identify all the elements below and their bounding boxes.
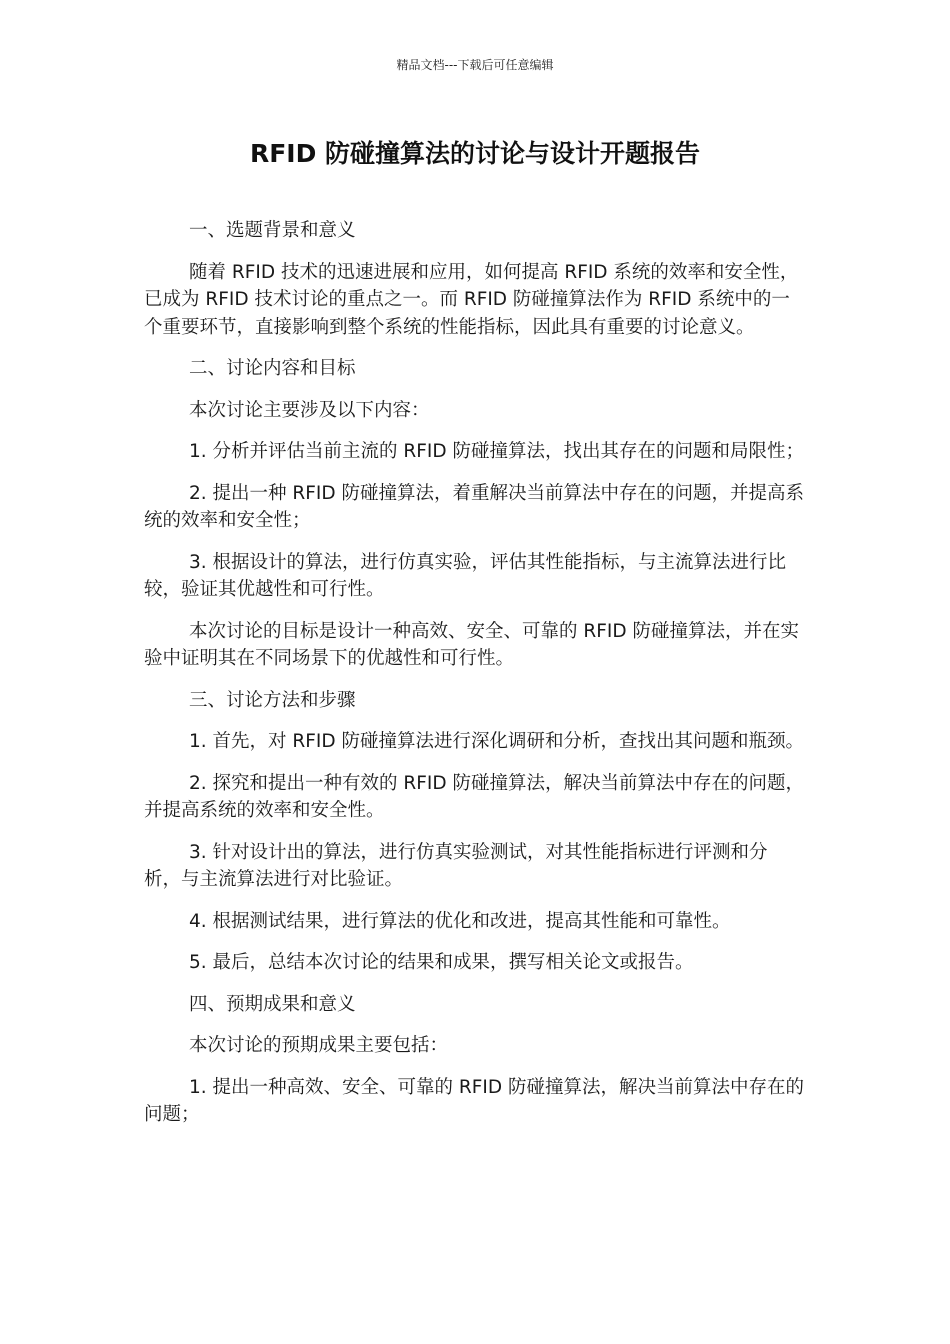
paragraph-outcomes-intro: 本次讨论的预期成果主要包括：: [189, 1035, 449, 1056]
paragraph-content-intro: 本次讨论主要涉及以下内容：: [189, 399, 430, 421]
list-item-method-1: 1. 首先，对 RFID 防碰撞算法进行深化调研和分析，查找出其问题和瓶颈。: [189, 731, 804, 752]
list-item-content-3: 3. 根据设计的算法，进行仿真实验，评估其性能指标，与主流算法进行比较，验证其优越性和可行性。: [144, 551, 787, 600]
section-heading-content-goals: 二、讨论内容和目标: [189, 358, 356, 379]
section-heading-background: 一、选题背景和意义: [189, 220, 356, 241]
paragraph-goal: 本次讨论的目标是设计一种高效、安全、可靠的 RFID 防碰撞算法，并在实验中证明其在不同场景下的优越性和可行性。: [144, 620, 799, 669]
section-heading-outcomes: 四、预期成果和意义: [189, 993, 356, 1015]
list-item-outcome-1: 1. 提出一种高效、安全、可靠的 RFID 防碰撞算法，解决当前算法中存在的问题；: [144, 1076, 804, 1125]
list-item-method-5: 5. 最后，总结本次讨论的结果和成果，撰写相关论文或报告。: [189, 952, 694, 973]
list-item-content-1: 1. 分析并评估当前主流的 RFID 防碰撞算法，找出其存在的问题和局限性；: [189, 441, 804, 462]
list-item-content-2: 2. 提出一种 RFID 防碰撞算法，着重解决当前算法中存在的问题，并提高系统的效率和安全性；: [144, 482, 804, 531]
list-item-method-4: 4. 根据测试结果，进行算法的优化和改进，提高其性能和可靠性。: [189, 910, 731, 932]
document-body: [144, 217, 804, 1143]
list-item-method-2: 2. 探究和提出一种有效的 RFID 防碰撞算法，解决当前算法中存在的问题，并提高系统的效率和安全性。: [144, 772, 804, 821]
paragraph-background: 随着 RFID 技术的迅速进展和应用，如何提高 RFID 系统的效率和安全性，已成为 RFID 技术讨论的重点之一。而 RFID 防碰撞算法作为 RFID 系统中的一个重要环节，直接影响到整个系统的性能指标，因此具有重要的讨论意义。: [144, 261, 799, 338]
section-heading-methods: 三、讨论方法和步骤: [189, 689, 356, 711]
page-header: 精品文档---下载后可任意编辑: [396, 58, 554, 72]
document-title: RFID 防碰撞算法的讨论与设计开题报告: [249, 139, 701, 168]
list-item-method-3: 3. 针对设计出的算法，进行仿真实验测试，对其性能指标进行评测和分析，与主流算法进行对比验证。: [144, 841, 768, 890]
